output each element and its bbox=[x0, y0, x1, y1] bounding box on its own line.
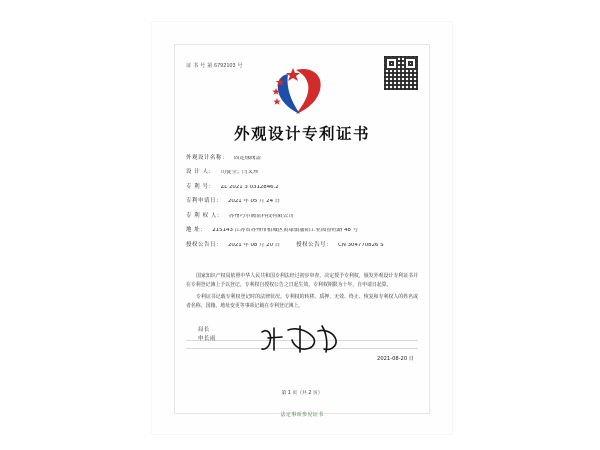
page-title: 外观设计专利证书 bbox=[233, 125, 370, 143]
field-designer bbox=[186, 170, 418, 176]
field-value: 司徒莹；闫又珍 bbox=[220, 170, 259, 176]
legal-paragraph-2: 专利证书记载专利权登记时的法律状况。专利权的转移、质押、无效、终止、恢复和专利权人的姓名或者名称、国籍、地址变更等事项记载在专利登记簿上。 bbox=[186, 294, 418, 309]
field-label: 外观设计名称： bbox=[186, 155, 228, 161]
certificate-scan bbox=[152, 22, 452, 434]
certificate-page bbox=[166, 36, 438, 422]
field-value: 215143 江苏省苏州市相城区黄埭镇潘阳工业园春旺路 48 号 bbox=[212, 228, 359, 234]
issue-date: 2021-08-20 日 bbox=[377, 356, 414, 362]
signature-mark-icon bbox=[256, 322, 342, 356]
field-application-date bbox=[186, 199, 418, 205]
field-design-name bbox=[186, 156, 418, 162]
field-value: ZL 2021 3 0312846.2 bbox=[220, 184, 279, 190]
director-title: 局长 bbox=[198, 327, 210, 333]
field-value-announcement-number: CN 304770826 S bbox=[338, 242, 384, 248]
field-label-announcement-number: 授权公告号： bbox=[296, 241, 333, 248]
field-grant-announcement bbox=[186, 243, 418, 249]
signature-area bbox=[186, 326, 418, 368]
footer-note: 法定事项参见证书 bbox=[280, 412, 324, 418]
field-label: 专利申请日： bbox=[186, 198, 222, 205]
field-value-grant-date: 2021 年 08 月 20 日 bbox=[227, 242, 281, 248]
director-label bbox=[198, 326, 216, 343]
legal-paragraph-1: 国家知识产权局依照中华人民共和国专利法经过初步审查，决定授予专利权，颁发外观设计专利证书并在专利登记簿上予以登记。专利权自授权公告之日起生效。专利权期限为十年，自申请日起算。 bbox=[186, 273, 418, 288]
field-label-grant-date: 授权公告日： bbox=[186, 241, 222, 248]
director-name: 申长雨 bbox=[198, 335, 216, 342]
certificate-fields bbox=[186, 156, 418, 257]
field-label: 专 利 权 人： bbox=[186, 212, 223, 219]
field-patentee bbox=[186, 214, 418, 220]
page-number: 第 1 页（共 2 页） bbox=[281, 391, 323, 396]
field-value: 固定球阀盖 bbox=[233, 156, 261, 161]
field-patent-number bbox=[186, 185, 418, 191]
field-label: 地 址： bbox=[186, 227, 207, 234]
legal-body-text bbox=[186, 272, 418, 314]
patent-emblem-logo-icon bbox=[266, 64, 338, 120]
field-value: 苏州巧尔阀泵科技有限公司 bbox=[228, 213, 294, 219]
qr-code-icon bbox=[384, 56, 418, 90]
field-value: 2021 年 05 月 24 日 bbox=[227, 199, 281, 205]
certificate-number: 证 书 号 第 6792103 号 bbox=[186, 63, 243, 69]
field-label: 专 利 号： bbox=[186, 183, 215, 190]
field-label: 设 计 人： bbox=[186, 169, 215, 176]
field-address bbox=[186, 228, 418, 234]
